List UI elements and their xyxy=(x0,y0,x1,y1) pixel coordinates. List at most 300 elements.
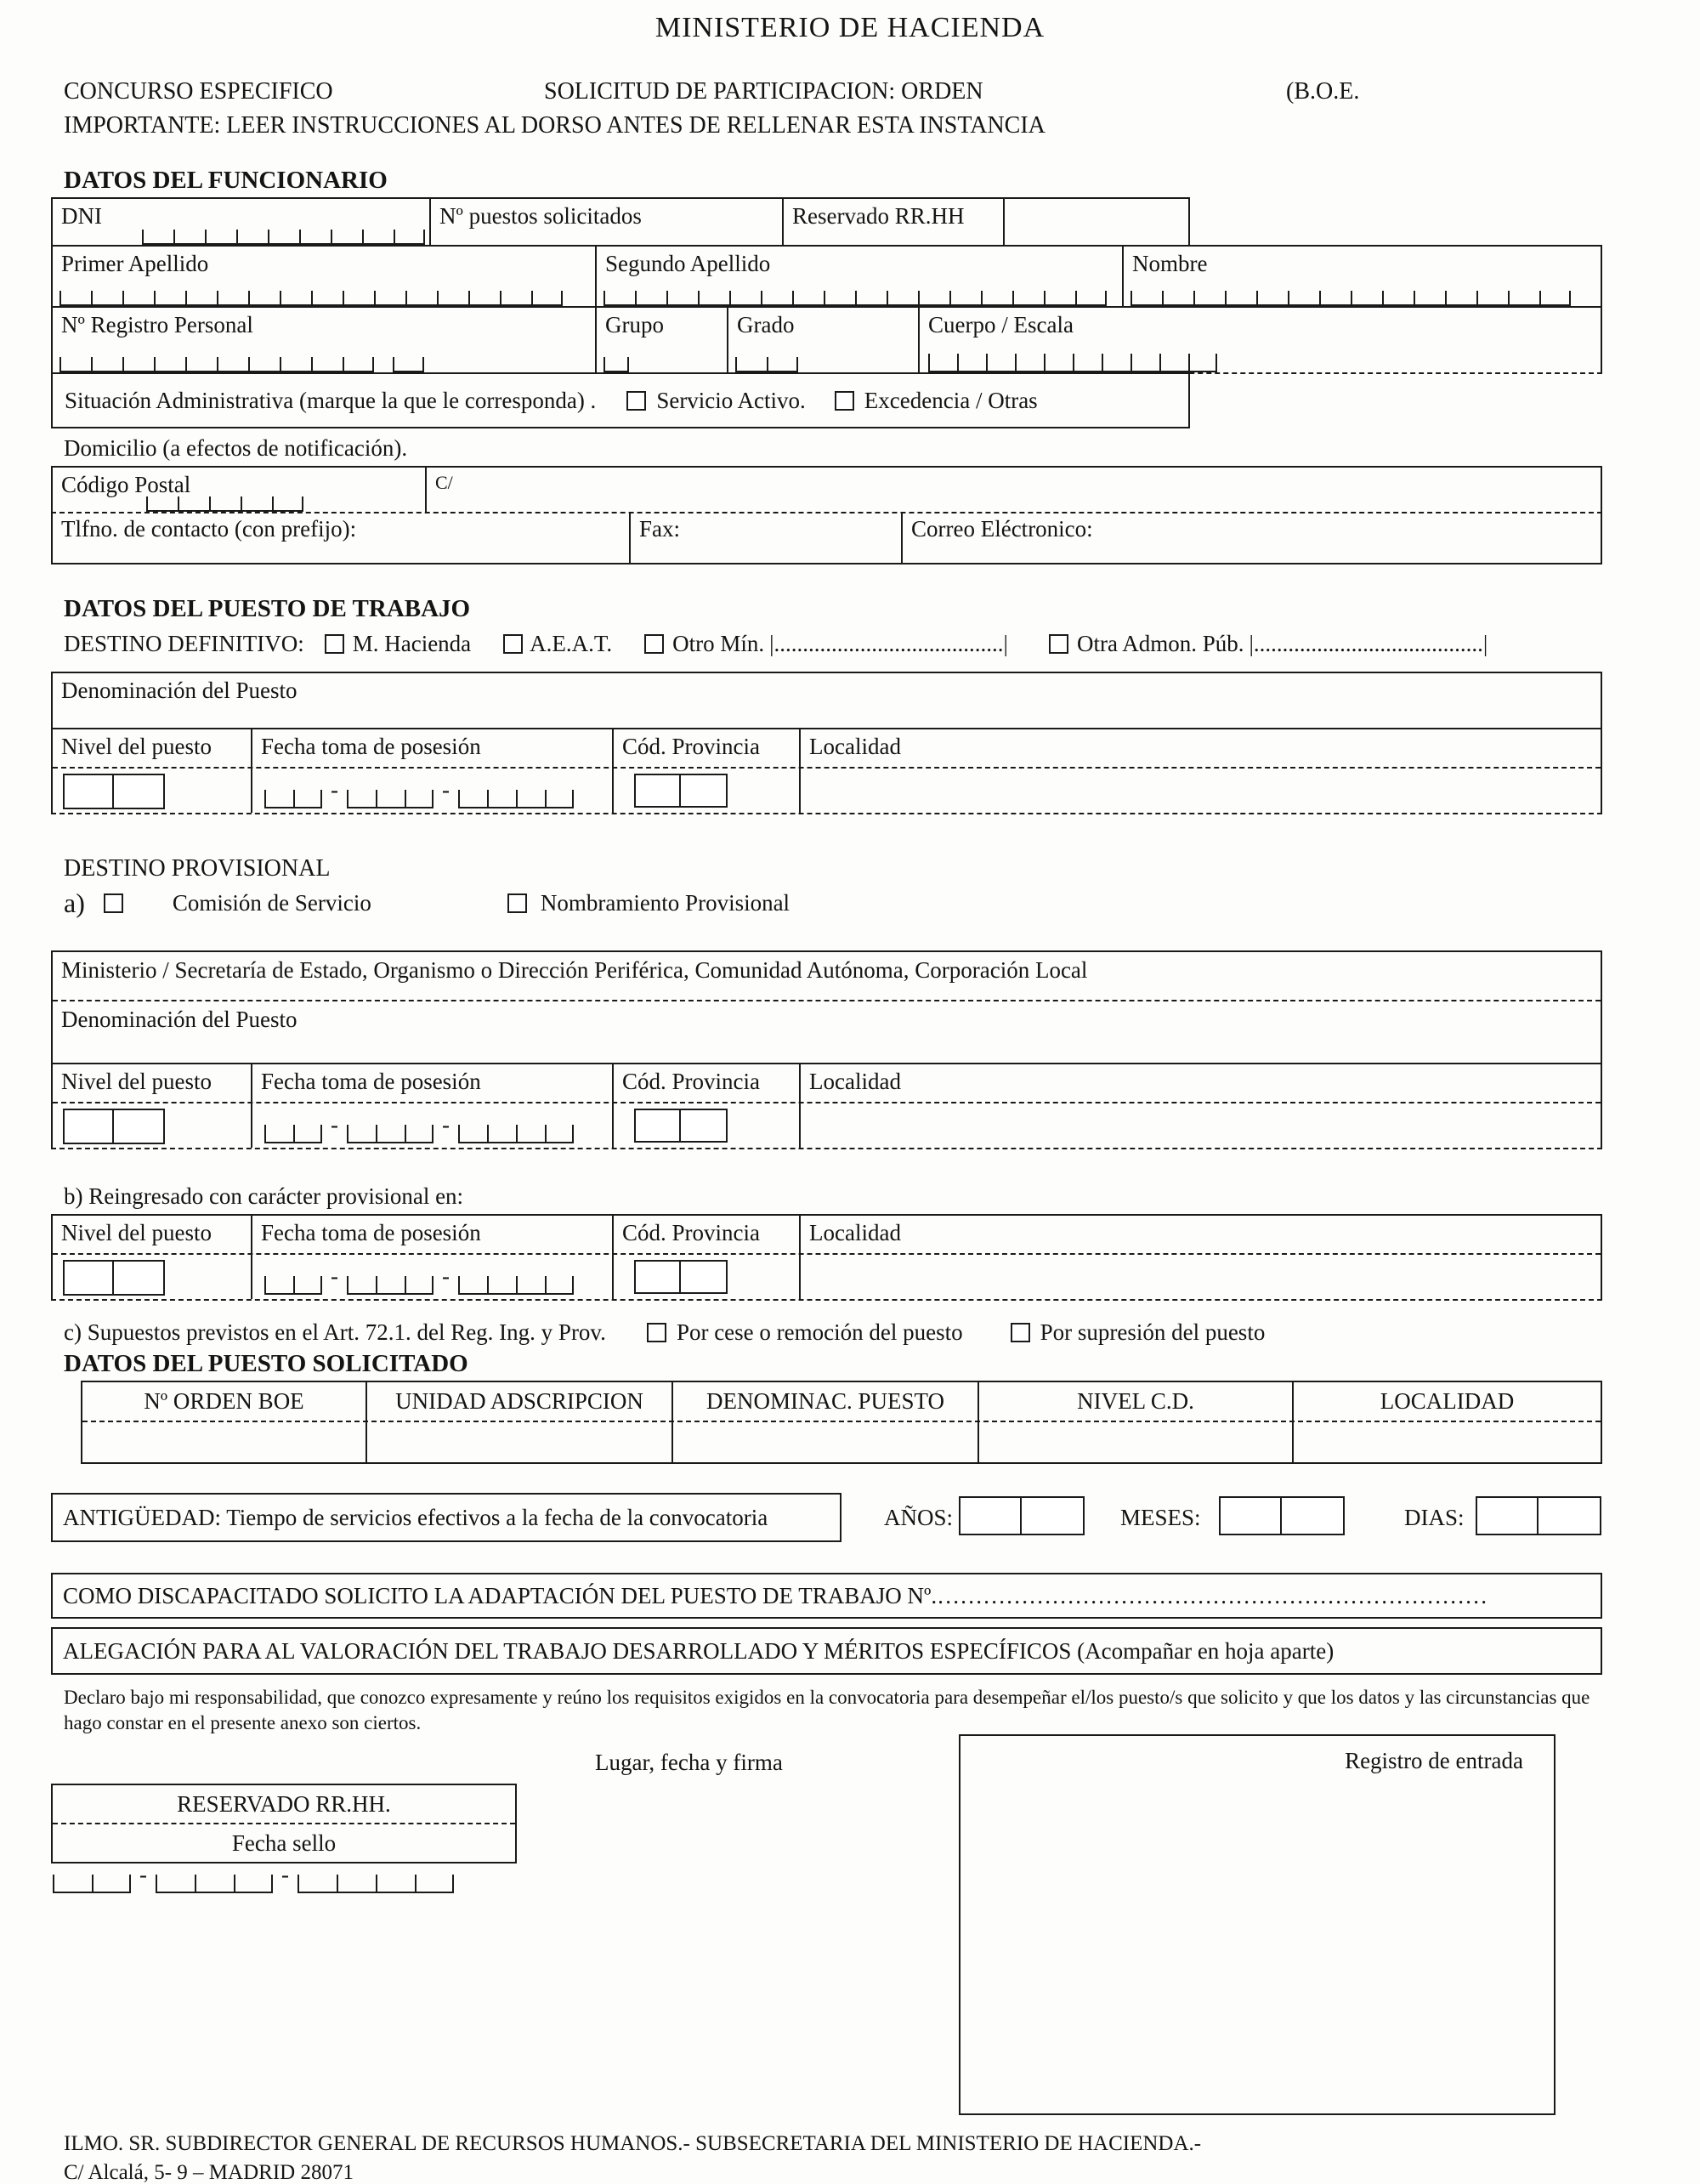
comb-cell xyxy=(1075,291,1107,306)
comb-cell xyxy=(604,357,629,372)
segundo-apellido-cell[interactable] xyxy=(597,247,1124,306)
date-separator: - xyxy=(281,1862,289,1887)
date-separator: - xyxy=(442,777,450,803)
telefono-cell[interactable] xyxy=(53,512,631,563)
comb-cell xyxy=(1193,291,1225,306)
grupo-field[interactable] xyxy=(604,357,629,372)
registro-entrada-label: Registro de entrada xyxy=(1345,1748,1523,1773)
comb-cell xyxy=(1162,291,1193,306)
discapacitado-label: COMO DISCAPACITADO SOLICITO LA ADAPTACIÓN DEL PUESTO DE TRABAJO Nº.……………………………………………………………… xyxy=(63,1582,1488,1608)
comb-cell xyxy=(264,1276,293,1295)
table-cell-nivel[interactable] xyxy=(979,1422,1294,1462)
primer-apellido-label: Primer Apellido xyxy=(61,251,209,276)
provisional-nivel-cell[interactable] xyxy=(53,1064,252,1148)
comb-cell xyxy=(855,291,887,306)
comb-cell xyxy=(280,291,311,306)
comb-cell xyxy=(337,1875,376,1893)
nombramiento-checkbox[interactable] xyxy=(507,893,527,913)
otra-admon-checkbox[interactable] xyxy=(1049,634,1068,654)
comb-cell xyxy=(545,1276,574,1295)
comb-cell xyxy=(142,230,173,245)
comb-cell xyxy=(1414,291,1445,306)
cuerpo-label: Cuerpo / Escala xyxy=(928,312,1074,338)
declaracion-text: Declaro bajo mi responsabilidad, que conozco expresamente y reúno los requisitos exigidos en la convocatoria para desempeñar el/los puesto/s que solicito y que los datos y las circunstancias que hago constar en el presente anexo son ciertos. xyxy=(64,1687,1590,1733)
por-cese-checkbox[interactable] xyxy=(647,1323,666,1342)
col-denominac-label: DENOMINAC. PUESTO xyxy=(706,1388,945,1414)
col-nivel-cd xyxy=(979,1382,1294,1421)
cod-provincia-label: Cód. Provincia xyxy=(622,1220,760,1245)
fecha-mes-field[interactable] xyxy=(347,1276,434,1295)
divider xyxy=(53,1000,1601,1001)
comb-cell xyxy=(91,357,122,372)
codigo-postal-label: Código Postal xyxy=(61,472,191,497)
comb-cell xyxy=(437,291,468,306)
comb-cell xyxy=(1319,291,1351,306)
grado-field[interactable] xyxy=(735,357,798,372)
col-localidad xyxy=(1294,1382,1601,1421)
reservado-rrhh-label: Reservado RR.HH xyxy=(792,203,965,229)
comb-cell xyxy=(981,291,1012,306)
comb-cell xyxy=(681,1260,728,1294)
comb-cell xyxy=(63,1109,114,1144)
excedencia-checkbox[interactable] xyxy=(835,391,854,411)
comb-cell xyxy=(681,1109,728,1143)
aeat-label: A.E.A.T. xyxy=(530,631,613,656)
comb-cell xyxy=(185,357,217,372)
situacion-label: Situación Administrativa (marque la que le corresponda) . xyxy=(65,387,597,413)
reingresado-localidad-cell[interactable] xyxy=(801,1216,1601,1299)
num-registro-cell[interactable] xyxy=(53,308,597,372)
comb-cell xyxy=(415,1875,454,1893)
comb-cell xyxy=(91,291,122,306)
comb-cell xyxy=(122,291,154,306)
segundo-apellido-field[interactable] xyxy=(604,291,1107,306)
denominacion-definitivo-label: Denominación del Puesto xyxy=(61,678,298,703)
comb-cell xyxy=(458,1276,487,1295)
lugar-fecha-firma-label: Lugar, fecha y firma xyxy=(595,1750,783,1775)
comb-cell xyxy=(1282,1496,1345,1535)
fecha-dia-field[interactable] xyxy=(264,1125,322,1143)
definitivo-nivel-field[interactable] xyxy=(63,774,165,809)
header-solicitud: SOLICITUD DE PARTICIPACION: ORDEN xyxy=(544,78,983,105)
nombramiento-label: Nombramiento Provisional xyxy=(540,890,790,916)
correo-cell[interactable] xyxy=(903,512,1601,563)
reservado-rrhh-cell xyxy=(784,199,1005,245)
comb-cell xyxy=(487,1125,516,1143)
cuerpo-cell[interactable] xyxy=(920,308,1601,372)
comb-cell xyxy=(178,496,209,512)
registro-entrada-box xyxy=(959,1734,1556,2115)
reingresado-fecha-field[interactable] xyxy=(264,1263,574,1295)
footer-line1: ILMO. SR. SUBDIRECTOR GENERAL DE RECURSOS HUMANOS.- SUBSECRETARIA DEL MINISTERIO DE HACIENDA.- xyxy=(64,2132,1202,2155)
opcion-a-label: a) xyxy=(64,888,85,918)
comb-cell xyxy=(918,291,949,306)
comb-cell xyxy=(1130,291,1162,306)
opcion-c-row xyxy=(64,1319,1265,1346)
date-separator: - xyxy=(442,1112,450,1137)
domicilio-label: Domicilio (a efectos de notificación). xyxy=(64,435,408,461)
provisional-provincia-field[interactable] xyxy=(634,1109,728,1143)
comb-cell xyxy=(347,1276,376,1295)
section-title-puesto-solicitado: DATOS DEL PUESTO SOLICITADO xyxy=(64,1350,468,1377)
provisional-nivel-field[interactable] xyxy=(63,1109,165,1144)
page-title: MINISTERIO DE HACIENDA xyxy=(654,12,1046,43)
comb-cell xyxy=(545,790,574,808)
otro-min-write-line[interactable]: |........................................| xyxy=(769,631,1008,656)
destino-definitivo-row xyxy=(64,631,1653,657)
comb-cell xyxy=(264,790,293,808)
reservado-rrhh-box xyxy=(51,1784,517,1863)
comb-cell xyxy=(154,291,185,306)
num-registro-control-field[interactable] xyxy=(393,357,424,372)
calle-label: C/ xyxy=(435,472,453,493)
por-supresion-checkbox[interactable] xyxy=(1011,1323,1030,1342)
anos-field[interactable] xyxy=(959,1496,1085,1535)
comb-cell xyxy=(195,1875,234,1893)
reingresado-nivel-field[interactable] xyxy=(63,1260,165,1296)
reingresado-fecha-cell[interactable] xyxy=(252,1216,614,1299)
comb-cell xyxy=(272,496,303,512)
row-codigo-postal xyxy=(51,466,1602,513)
comb-cell xyxy=(681,774,728,808)
comb-cell xyxy=(735,357,767,372)
comb-cell xyxy=(293,1276,322,1295)
header-concurso: CONCURSO ESPECIFICO xyxy=(64,78,333,105)
m-hacienda-checkbox[interactable] xyxy=(325,634,344,654)
comb-cell xyxy=(114,1109,165,1144)
comb-cell xyxy=(666,291,698,306)
comb-cell xyxy=(343,357,374,372)
comb-cell xyxy=(293,1125,322,1143)
table-cell-unidad[interactable] xyxy=(367,1422,673,1462)
comb-cell xyxy=(1538,1496,1601,1535)
alegacion-label: ALEGACIÓN PARA AL VALORACIÓN DEL TRABAJO DESARROLLADO Y MÉRITOS ESPECÍFICOS (Acompañar en hoja aparte) xyxy=(63,1637,1334,1664)
comb-cell xyxy=(1012,291,1044,306)
definitivo-fecha-cell[interactable] xyxy=(252,729,614,813)
comb-cell xyxy=(374,291,405,306)
meses-label: MESES: xyxy=(1120,1505,1201,1530)
col-orden-boe xyxy=(82,1382,367,1421)
comb-cell xyxy=(1539,291,1571,306)
header-boe: (B.O.E. xyxy=(1286,78,1360,105)
sello-mes-field[interactable] xyxy=(156,1875,273,1893)
comb-cell xyxy=(299,230,331,245)
comb-cell xyxy=(957,354,986,372)
comb-cell xyxy=(343,291,374,306)
comb-cell xyxy=(114,774,165,809)
comb-cell xyxy=(236,230,268,245)
primer-apellido-field[interactable] xyxy=(60,291,563,306)
definitivo-fecha-field[interactable] xyxy=(264,777,574,808)
comb-cell xyxy=(347,1125,376,1143)
num-puestos-label: Nº puestos solicitados xyxy=(439,203,642,229)
ministerio-label: Ministerio / Secretaría de Estado, Organismo o Dirección Periférica, Comunidad Autónoma, Corporación Local xyxy=(61,957,1088,983)
comb-cell xyxy=(209,496,241,512)
col-orden-boe-label: Nº ORDEN BOE xyxy=(144,1388,304,1414)
cod-provincia-label: Cód. Provincia xyxy=(622,734,760,759)
comb-cell xyxy=(331,230,362,245)
primer-apellido-cell[interactable] xyxy=(53,247,597,306)
date-separator: - xyxy=(331,1112,338,1137)
comb-cell xyxy=(53,1875,92,1893)
comb-cell xyxy=(298,1875,337,1893)
table-cell-localidad[interactable] xyxy=(1294,1422,1601,1462)
puestos-table xyxy=(81,1381,1602,1464)
comb-cell xyxy=(293,790,322,808)
provisional-nivel-row xyxy=(51,1063,1602,1149)
title-bar xyxy=(0,12,1700,44)
comb-cell xyxy=(986,354,1015,372)
nombre-label: Nombre xyxy=(1132,251,1208,276)
comb-cell xyxy=(268,230,299,245)
reingresado-provincia-cell[interactable] xyxy=(614,1216,801,1299)
servicio-activo-checkbox[interactable] xyxy=(626,391,646,411)
fecha-ano-field[interactable] xyxy=(458,1125,574,1143)
alegacion-box[interactable] xyxy=(51,1627,1602,1675)
comb-cell xyxy=(156,1875,195,1893)
comb-cell xyxy=(114,1260,165,1296)
comb-cell xyxy=(405,291,437,306)
definitivo-localidad-cell[interactable] xyxy=(801,729,1601,813)
fecha-mes-field[interactable] xyxy=(347,1125,434,1143)
comb-cell xyxy=(405,1276,434,1295)
row-situacion xyxy=(51,372,1190,428)
grado-cell[interactable] xyxy=(728,308,920,372)
localidad-label: Localidad xyxy=(809,734,901,759)
comb-cell xyxy=(634,1260,681,1294)
comb-cell xyxy=(767,357,798,372)
section-title-funcionario: DATOS DEL FUNCIONARIO xyxy=(64,167,388,194)
dni-field[interactable] xyxy=(142,230,425,245)
definitivo-provincia-field[interactable] xyxy=(634,774,728,808)
correo-label: Correo Eléctronico: xyxy=(911,516,1093,542)
provisional-fecha-field[interactable] xyxy=(264,1112,574,1143)
comb-cell xyxy=(634,774,681,808)
comb-cell xyxy=(60,357,91,372)
comb-cell xyxy=(362,230,394,245)
comb-cell xyxy=(1044,291,1075,306)
nombre-field[interactable] xyxy=(1130,291,1571,306)
comb-cell xyxy=(376,1276,405,1295)
comb-cell xyxy=(241,496,272,512)
comb-cell xyxy=(698,291,729,306)
reservado-rrhh-field[interactable] xyxy=(1005,199,1188,245)
comb-cell xyxy=(1102,354,1130,372)
fax-cell[interactable] xyxy=(631,512,903,563)
provisional-localidad-cell[interactable] xyxy=(801,1064,1601,1148)
row-apellidos xyxy=(51,245,1602,308)
nivel-label: Nivel del puesto xyxy=(61,1069,212,1094)
comb-cell xyxy=(394,230,425,245)
row-dni xyxy=(51,197,1190,247)
comb-cell xyxy=(311,357,343,372)
antiguedad-label: ANTIGÜEDAD: Tiempo de servicios efectivos a la fecha de la convocatoria xyxy=(63,1504,768,1530)
comb-cell xyxy=(516,1125,545,1143)
ministerio-box[interactable] xyxy=(51,950,1602,1064)
col-unidad xyxy=(367,1382,673,1421)
destino-definitivo-label: DESTINO DEFINITIVO: xyxy=(64,631,304,656)
comb-cell xyxy=(458,1125,487,1143)
nivel-label: Nivel del puesto xyxy=(61,1220,212,1245)
comb-cell xyxy=(280,357,311,372)
comb-cell xyxy=(1476,291,1508,306)
nivel-label: Nivel del puesto xyxy=(61,734,212,759)
comb-cell xyxy=(234,1875,273,1893)
fecha-mes-field[interactable] xyxy=(347,790,434,808)
fecha-sello-label: Fecha sello xyxy=(231,1829,337,1856)
sello-dia-field[interactable] xyxy=(53,1875,131,1893)
excedencia-label: Excedencia / Otras xyxy=(864,387,1038,413)
comb-cell xyxy=(516,790,545,808)
comb-cell xyxy=(405,790,434,808)
row-contacto xyxy=(51,512,1602,564)
provisional-opciones-row xyxy=(64,888,790,919)
fecha-toma-label: Fecha toma de posesión xyxy=(261,734,481,759)
provisional-fecha-cell[interactable] xyxy=(252,1064,614,1148)
comb-cell xyxy=(173,230,205,245)
opcion-b-label: b) Reingresado con carácter provisional en: xyxy=(64,1183,464,1209)
header-importante: IMPORTANTE: LEER INSTRUCCIONES AL DORSO ANTES DE RELLENAR ESTA INSTANCIA xyxy=(64,112,1046,139)
antiguedad-box xyxy=(51,1493,842,1542)
fecha-sello-field[interactable] xyxy=(53,1862,454,1893)
denominacion-provisional-label: Denominación del Puesto xyxy=(61,1007,298,1032)
aeat-checkbox[interactable] xyxy=(503,634,523,654)
comb-cell xyxy=(311,291,343,306)
comb-cell xyxy=(1188,354,1217,372)
comb-cell xyxy=(1219,1496,1282,1535)
fecha-ano-field[interactable] xyxy=(458,790,574,808)
dias-label: DIAS: xyxy=(1404,1505,1465,1530)
codigo-postal-field[interactable] xyxy=(146,496,303,512)
servicio-activo-label: Servicio Activo. xyxy=(656,387,806,413)
reingresado-nivel-cell[interactable] xyxy=(53,1216,252,1299)
reingresado-nivel-row xyxy=(51,1214,1602,1301)
section-title-puesto-trabajo: DATOS DEL PUESTO DE TRABAJO xyxy=(64,595,471,622)
num-puestos-cell[interactable] xyxy=(431,199,784,245)
localidad-label: Localidad xyxy=(809,1220,901,1245)
col-nivel-cd-label: NIVEL C.D. xyxy=(1077,1388,1194,1414)
fecha-dia-field[interactable] xyxy=(264,790,322,808)
comb-cell xyxy=(248,357,280,372)
comb-cell xyxy=(1130,354,1159,372)
cuerpo-field[interactable] xyxy=(928,354,1217,372)
comb-cell xyxy=(792,291,824,306)
sello-ano-field[interactable] xyxy=(298,1875,454,1893)
comb-cell xyxy=(516,1276,545,1295)
comb-cell xyxy=(1445,291,1476,306)
num-registro-field[interactable] xyxy=(60,357,374,372)
comb-cell xyxy=(761,291,792,306)
opcion-c-label: c) Supuestos previstos en el Art. 72.1. del Reg. Ing. y Prov. xyxy=(64,1319,606,1345)
comb-cell xyxy=(1015,354,1044,372)
date-separator: - xyxy=(331,777,338,803)
fecha-toma-label: Fecha toma de posesión xyxy=(261,1220,481,1245)
fecha-dia-field[interactable] xyxy=(264,1276,322,1295)
comb-cell xyxy=(1508,291,1539,306)
localidad-label: Localidad xyxy=(809,1069,901,1094)
definitivo-nivel-row xyxy=(51,728,1602,814)
table-header-row xyxy=(82,1382,1601,1422)
date-separator: - xyxy=(442,1263,450,1289)
col-unidad-label: UNIDAD ADSCRIPCION xyxy=(395,1388,643,1414)
comb-cell xyxy=(1382,291,1414,306)
denominacion-definitivo-box[interactable] xyxy=(51,672,1602,729)
comb-cell xyxy=(92,1875,131,1893)
comb-cell xyxy=(928,354,957,372)
comb-cell xyxy=(347,790,376,808)
grado-label: Grado xyxy=(737,312,795,338)
codigo-postal-cell[interactable] xyxy=(53,468,427,512)
telefono-label: Tlfno. de contacto (con prefijo): xyxy=(61,516,357,542)
comb-cell xyxy=(376,1125,405,1143)
comb-cell xyxy=(458,790,487,808)
comb-cell xyxy=(604,291,635,306)
dias-field[interactable] xyxy=(1476,1496,1601,1535)
comb-cell xyxy=(1044,354,1073,372)
num-registro-label: Nº Registro Personal xyxy=(61,312,253,338)
comb-cell xyxy=(146,496,178,512)
discapacitado-box[interactable] xyxy=(51,1573,1602,1619)
col-denominac xyxy=(673,1382,979,1421)
grupo-cell[interactable] xyxy=(597,308,728,372)
comb-cell xyxy=(217,291,248,306)
table-cell-orden[interactable] xyxy=(82,1422,367,1462)
comb-cell xyxy=(393,357,424,372)
comb-cell xyxy=(500,291,531,306)
comision-label: Comisión de Servicio xyxy=(172,890,371,916)
fecha-ano-field[interactable] xyxy=(458,1276,574,1295)
otro-min-checkbox[interactable] xyxy=(644,634,664,654)
comb-cell xyxy=(248,291,280,306)
comb-cell xyxy=(487,790,516,808)
dni-label: DNI xyxy=(61,203,102,229)
anos-label: AÑOS: xyxy=(884,1505,954,1530)
comb-cell xyxy=(635,291,666,306)
comision-checkbox[interactable] xyxy=(104,893,123,913)
por-cese-label: Por cese o remoción del puesto xyxy=(676,1319,963,1345)
nombre-cell[interactable] xyxy=(1124,247,1601,306)
comb-cell xyxy=(1159,354,1188,372)
row-registro xyxy=(51,306,1602,374)
comb-cell xyxy=(545,1125,574,1143)
comb-cell xyxy=(1288,291,1319,306)
comb-cell xyxy=(468,291,500,306)
comb-cell xyxy=(217,357,248,372)
comb-cell xyxy=(154,357,185,372)
otro-min-label: Otro Mín. xyxy=(672,631,765,656)
otra-admon-write-line[interactable]: |........................................| xyxy=(1249,631,1488,656)
footer-line2: C/ Alcalá, 5- 9 – MADRID 28071 xyxy=(64,2161,354,2184)
comb-cell xyxy=(264,1125,293,1143)
definitivo-provincia-cell[interactable] xyxy=(614,729,801,813)
fax-label: Fax: xyxy=(639,516,681,542)
comb-cell xyxy=(60,291,91,306)
comb-cell xyxy=(1225,291,1256,306)
dni-cell[interactable] xyxy=(53,199,431,245)
comb-cell xyxy=(63,774,114,809)
definitivo-nivel-cell[interactable] xyxy=(53,729,252,813)
provisional-provincia-cell[interactable] xyxy=(614,1064,801,1148)
comb-cell xyxy=(63,1260,114,1296)
comb-cell xyxy=(376,1875,415,1893)
comb-cell xyxy=(122,357,154,372)
reingresado-provincia-field[interactable] xyxy=(634,1260,728,1294)
comb-cell xyxy=(959,1496,1022,1535)
table-cell-denominac[interactable] xyxy=(673,1422,979,1462)
meses-field[interactable] xyxy=(1219,1496,1345,1535)
calle-cell[interactable] xyxy=(427,468,1601,512)
comb-cell xyxy=(887,291,918,306)
